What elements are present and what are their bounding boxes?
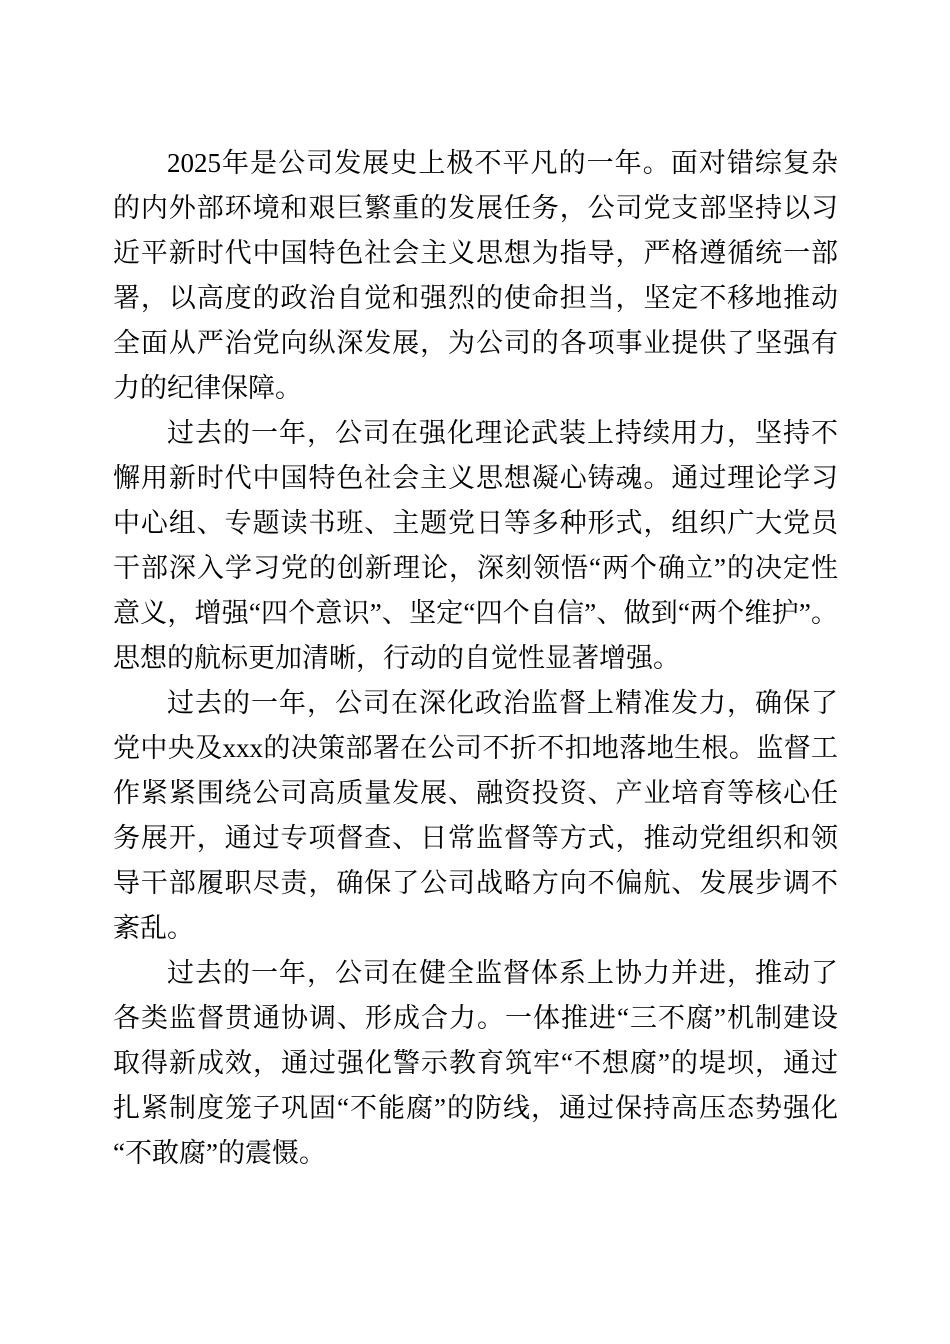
paragraph-3: 过去的一年，公司在深化政治监督上精准发力，确保了党中央及xxx的决策部署在公司不折不扣地落地生根。监督工作紧紧围绕公司高质量发展、融资投资、产业培育等核心任务展开，通过专项督查、日常监督等方式，推动党组织和领导干部履职尽责，确保了公司战略方向不偏航、发展步调不紊乱。 (113, 688, 838, 943)
document-body (113, 141, 838, 1176)
paragraph-1: 2025年是公司发展史上极不平凡的一年。面对错综复杂的内外部环境和艰巨繁重的发展任务，公司党支部坚持以习近平新时代中国特色社会主义思想为指导，严格遵循统一部署，以高度的政治自觉和强烈的使命担当，坚定不移地推动全面从严治党向纵深发展，为公司的各项事业提供了坚强有力的纪律保障。 (113, 148, 838, 403)
paragraph-2: 过去的一年，公司在强化理论武装上持续用力，坚持不懈用新时代中国特色社会主义思想凝心铸魂。通过理论学习中心组、专题读书班、主题党日等多种形式，组织广大党员干部深入学习党的创新理论，深刻领悟“两个确立”的决定性意义，增强“四个意识”、坚定“四个自信”、做到“两个维护”。思想的航标更加清晰，行动的自觉性显著增强。 (113, 418, 838, 673)
paragraph-4: 过去的一年，公司在健全监督体系上协力并进，推动了各类监督贯通协调、形成合力。一体推进“三不腐”机制建设取得新成效，通过强化警示教育筑牢“不想腐”的堤坝，通过扎紧制度笼子巩固“不能腐”的防线，通过保持高压态势强化“不敢腐”的震慑。 (113, 958, 838, 1168)
